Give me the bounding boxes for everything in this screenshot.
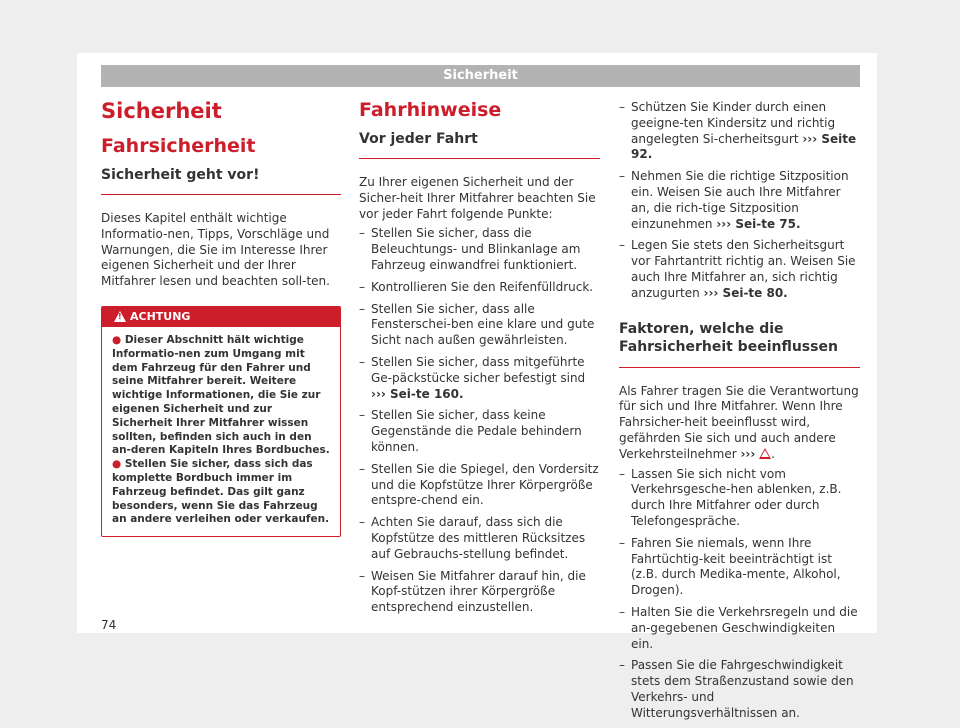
list-item: – Stellen Sie die Spiegel, den Vordersitz und die Kopfstütze Ihrer Körpergröße entspre-chend ein. bbox=[359, 462, 600, 509]
list-item: – Stellen Sie sicher, dass keine Gegenstände die Pedale behindern können. bbox=[359, 408, 600, 455]
page-reference-link[interactable]: ››› Seite 92. bbox=[631, 131, 857, 162]
list-item: – Kontrollieren Sie den Reifenfülldruck. bbox=[359, 280, 600, 296]
section-title: Fahrhinweise bbox=[359, 99, 502, 121]
bullet-icon: ● bbox=[112, 333, 125, 346]
page-reference-link[interactable]: ››› Sei-te 160. bbox=[371, 386, 464, 401]
list-item: – Nehmen Sie die richtige Sitzposition ein. Weisen Sie auch Ihre Mitfahrer an, die rich-tige Sitzposition einzunehmen ››› Sei-te 75. bbox=[619, 169, 860, 232]
checklist-continued bbox=[619, 100, 860, 302]
section-title: Fahrsicherheit bbox=[101, 135, 256, 157]
warning-icon bbox=[759, 448, 771, 459]
subsection-title: Vor jeder Fahrt bbox=[359, 130, 600, 159]
intro-text: Zu Ihrer eigenen Sicherheit und der Sicher-heit Ihrer Mitfahrer beachten Sie vor jeder Fahrt folgende Punkte: bbox=[359, 175, 596, 221]
list-item: – Stellen Sie sicher, dass die Beleuchtungs- und Blinkanlage am Fahrzeug einwandfrei funktioniert. bbox=[359, 226, 600, 273]
warning-icon bbox=[114, 311, 126, 322]
list-item: – Halten Sie die Verkehrsregeln und die an-gegebenen Geschwindigkeiten ein. bbox=[619, 605, 860, 652]
page-reference-link[interactable]: ››› Sei-te 80. bbox=[703, 285, 788, 300]
column-1 bbox=[101, 98, 341, 537]
page-number: 74 bbox=[101, 618, 117, 632]
list-item: – Stellen Sie sicher, dass alle Fensterschei-ben eine klare und gute Sicht nach außen gewährleisten. bbox=[359, 302, 600, 349]
list-item: – Schützen Sie Kinder durch einen geeigne-ten Kindersitz und richtig angelegten Si-cherheitsgurt ››› Seite 92. bbox=[619, 100, 860, 163]
chapter-title: Sicherheit bbox=[101, 99, 222, 123]
warning-label: ACHTUNG bbox=[130, 309, 191, 323]
bullet-icon: ● bbox=[112, 458, 125, 471]
warning-item: ● Stellen Sie sicher, dass sich das komplette Bordbuch immer im Fahrzeug befindet. Das gilt ganz besonders, wenn Sie das Fahrzeug an andere verleihen oder verkaufen. bbox=[112, 458, 330, 526]
subsection-title: Sicherheit geht vor! bbox=[101, 166, 341, 195]
subsection-title: Faktoren, welche die Fahrsicherheit beeinflussen bbox=[619, 320, 860, 368]
column-2 bbox=[359, 98, 600, 622]
checklist bbox=[359, 226, 600, 616]
list-item: – Lassen Sie sich nicht vom Verkehrsgesche-hen ablenken, z.B. durch Ihre Mitfahrer oder durch Telefongespräche. bbox=[619, 467, 860, 530]
list-item: – Weisen Sie Mitfahrer darauf hin, die Kopf-stützen ihrer Körpergröße entsprechend einzustellen. bbox=[359, 569, 600, 616]
intro-text: Als Fahrer tragen Sie die Verantwortung für sich und Ihre Mitfahrer. Wenn Ihre Fahrsicher-heit beeinflusst wird, gefährden Sie sich und auch andere Verkehrsteilnehmer ››› . bbox=[619, 383, 859, 461]
list-item: – Passen Sie die Fahrgeschwindigkeit stets dem Straßenzustand sowie den Verkehrs- und Witterungsverhältnissen an. bbox=[619, 658, 860, 721]
chapter-header: Sicherheit bbox=[101, 65, 860, 87]
page-reference-link[interactable]: ››› Sei-te 75. bbox=[716, 216, 801, 231]
intro-text: Dieses Kapitel enthält wichtige Informatio-nen, Tipps, Vorschläge und Warnungen, die Sie im Interesse Ihrer eigenen Sicherheit und der Ihrer Mitfahrer lesen und beachten soll-ten. bbox=[101, 211, 330, 289]
warning-box bbox=[101, 306, 341, 537]
warning-header bbox=[102, 307, 340, 327]
warning-reference-link[interactable]: ››› bbox=[740, 446, 756, 461]
list-item: – Stellen Sie sicher, dass mitgeführte Ge-päckstücke sicher befestigt sind ››› Sei-te 160. bbox=[359, 355, 600, 402]
column-3 bbox=[619, 100, 860, 728]
warning-item: ● Dieser Abschnitt hält wichtige Informatio-nen zum Umgang mit dem Fahrzeug für den Fahrer und seine Mitfahrer bereit. Weitere wichtige Informationen, die Sie zur eigenen Sicherheit und zur Sicherheit Ihrer Mitfahrer wissen sollten, befinden sich auch in den an-deren Kapiteln Ihres Bordbuches. bbox=[112, 333, 330, 457]
factor-list bbox=[619, 467, 860, 722]
list-item: – Achten Sie darauf, dass sich die Kopfstütze des mittleren Rücksitzes auf Gebrauchs-stellung befindet. bbox=[359, 515, 600, 562]
list-item: – Legen Sie stets den Sicherheitsgurt vor Fahrtantritt richtig an. Weisen Sie auch Ihre Mitfahrer an, sich richtig anzugurten ››› Sei-te 80. bbox=[619, 238, 860, 301]
list-item: – Fahren Sie niemals, wenn Ihre Fahrtüchtig-keit beeinträchtigt ist (z.B. durch Medika-mente, Alkohol, Drogen). bbox=[619, 536, 860, 599]
warning-body bbox=[102, 327, 340, 536]
